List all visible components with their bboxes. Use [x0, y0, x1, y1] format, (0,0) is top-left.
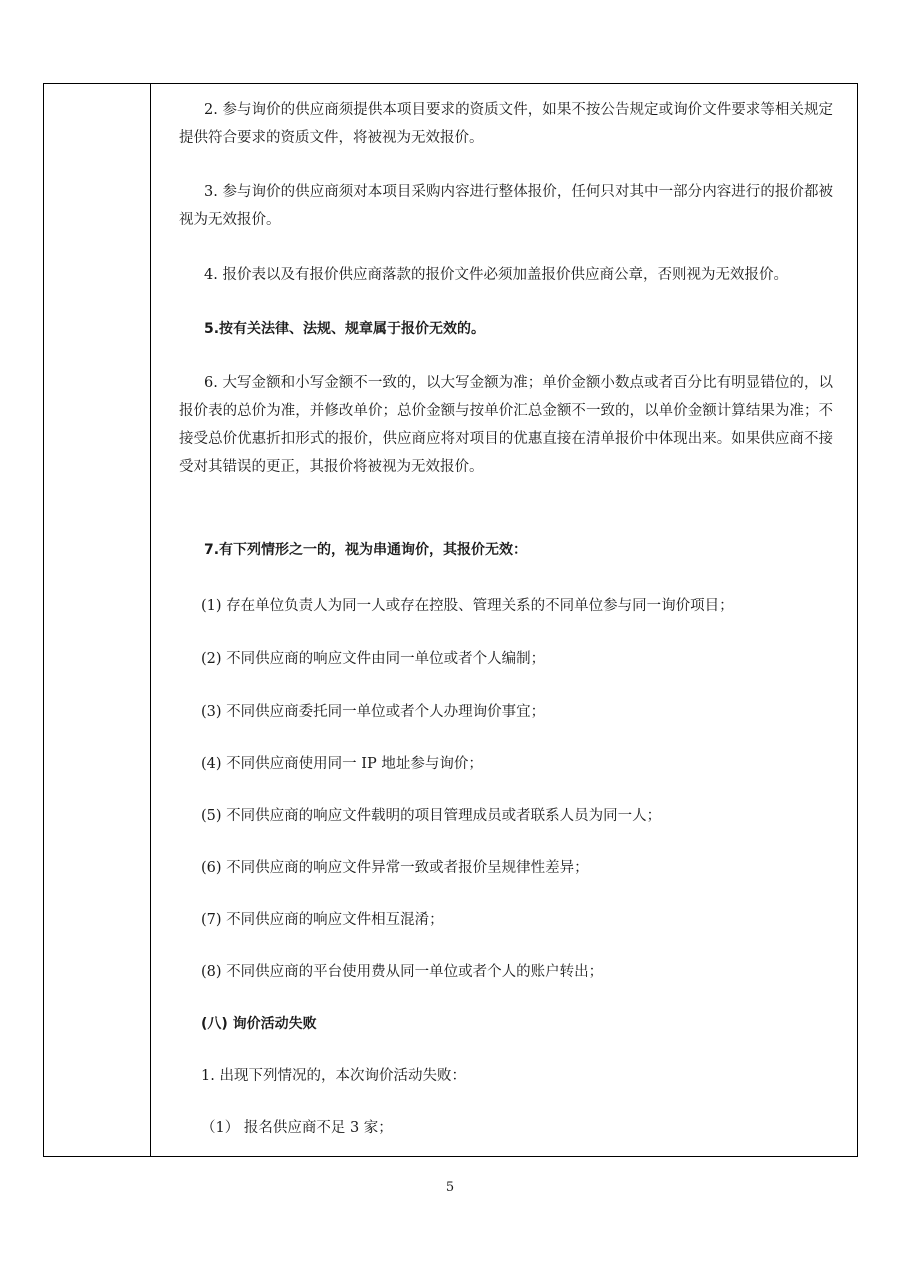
list-item: (8) 不同供应商的平台使用费从同一单位或者个人的账户转出；	[201, 964, 604, 980]
table-left-column	[44, 84, 151, 1156]
paragraph-6: 6. 大写金额和小写金额不一致的，以大写金额为准；单价金额小数点或者百分比有明显错位的，以报价表的总价为准，并修改单价；总价金额与按单价汇总金额不一致的，以单价金额计算结果为准；不接受总价优惠折扣形式的报价，供应商应将对项目的优惠直接在清单报价中体现出来。如果供应商不接受对其错误的更正，其报价将被视为无效报价。	[179, 375, 833, 475]
page-number: 5	[445, 1180, 455, 1195]
paragraph-3: 3. 参与询价的供应商须对本项目采购内容进行整体报价，任何只对其中一部分内容进行的报价都被视为无效报价。	[179, 184, 833, 228]
list-item: (5) 不同供应商的响应文件载明的项目管理成员或者联系人员为同一人；	[201, 808, 662, 824]
list-item: (7) 不同供应商的响应文件相互混淆；	[201, 912, 444, 928]
list-item: (4) 不同供应商使用同一 IP 地址参与询价；	[201, 756, 483, 772]
list-item: (1) 存在单位负责人为同一人或存在控股、管理关系的不同单位参与同一询价项目；	[201, 598, 734, 614]
paragraph-2: 2. 参与询价的供应商须提供本项目要求的资质文件，如果不按公告规定或询价文件要求等相关规定提供符合要求的资质文件，将被视为无效报价。	[179, 102, 833, 146]
list-item: (2) 不同供应商的响应文件由同一单位或者个人编制；	[201, 651, 546, 667]
paragraph-7-heading: 7.有下列情形之一的，视为串通询价，其报价无效：	[204, 542, 528, 558]
list-item: (3) 不同供应商委托同一单位或者个人办理询价事宜；	[201, 704, 546, 720]
table-content-column	[152, 84, 857, 1156]
section-8-heading: (八) 询价活动失败	[201, 1016, 317, 1032]
list-item: (6) 不同供应商的响应文件异常一致或者报价呈规律性差异；	[201, 860, 589, 876]
paragraph-4: 4. 报价表以及有报价供应商落款的报价文件必须加盖报价供应商公章，否则视为无效报价。	[204, 267, 788, 283]
section-8-intro: 1. 出现下列情况的，本次询价活动失败：	[201, 1068, 466, 1084]
section-8-item-1: （1） 报名供应商不足 3 家；	[201, 1120, 393, 1136]
paragraph-5-heading: 5.按有关法律、法规、规章属于报价无效的。	[204, 321, 486, 337]
document-table	[43, 83, 858, 1157]
